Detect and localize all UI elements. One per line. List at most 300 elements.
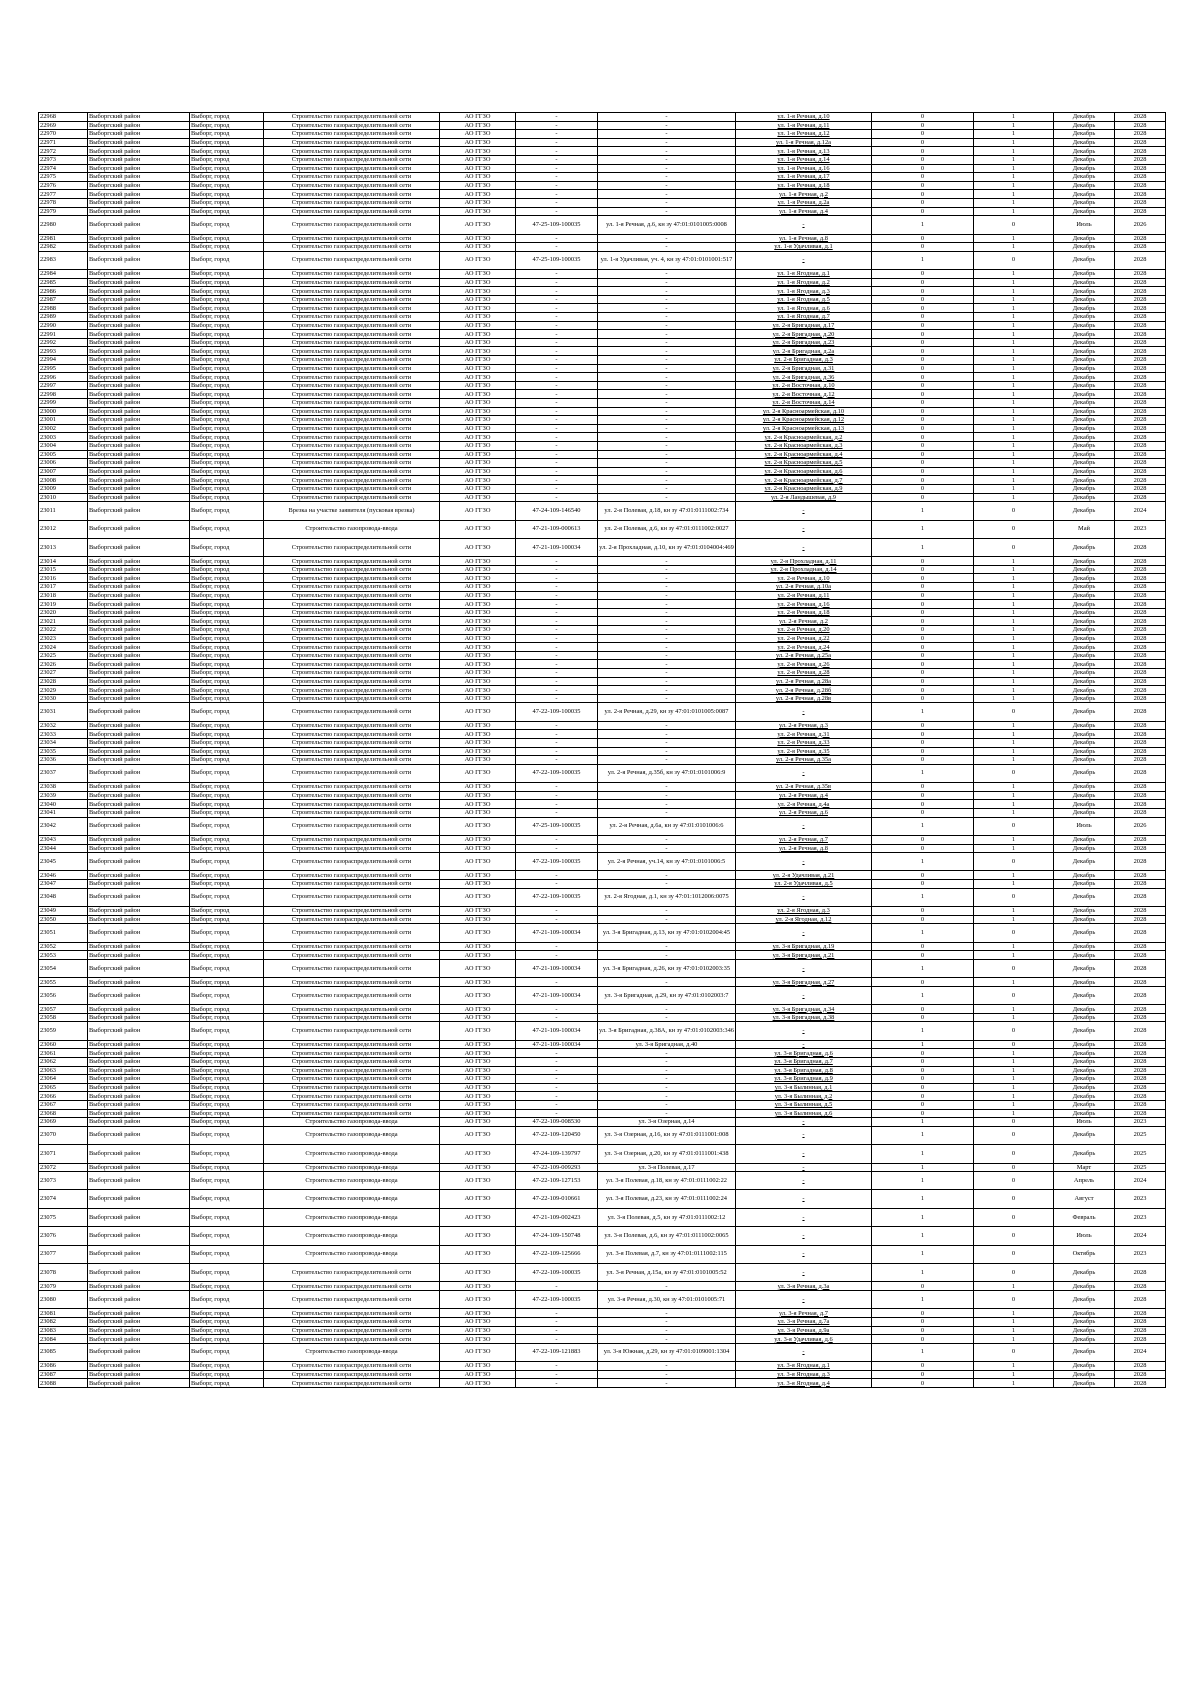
row-id-cell: 22969: [39, 121, 88, 130]
organization-cell: АО ГГЗО: [440, 216, 516, 234]
count-a-cell: 0: [872, 942, 974, 951]
city-cell: Выборг, город: [190, 1100, 264, 1109]
city-cell: Выборг, город: [190, 416, 264, 425]
month-cell: Декабрь: [1054, 574, 1115, 583]
month-cell: Декабрь: [1054, 1318, 1115, 1327]
cadastral-address-cell: ул. 1-я Речная, д.6, кн зу 47:01:0101005:0008: [598, 216, 736, 234]
count-a-cell: 0: [872, 677, 974, 686]
organization-cell: АО ГГЗО: [440, 321, 516, 330]
city-cell: Выборг, город: [190, 1092, 264, 1101]
count-a-cell: 0: [872, 626, 974, 635]
organization-cell: АО ГГЗО: [440, 356, 516, 365]
row-id-cell: 23061: [39, 1049, 88, 1058]
cadastral-address-cell: ул. 3-я Полевая, д.23, кн зу 47:01:0111002:24: [598, 1190, 736, 1208]
organization-cell: АО ГГЗО: [440, 660, 516, 669]
cadastral-address-cell: -: [598, 1066, 736, 1075]
count-b-cell: 0: [974, 1126, 1054, 1144]
count-b-cell: 1: [974, 660, 1054, 669]
table-row: [39, 1335, 1166, 1344]
object-address-cell: ул. 1-я Речная, д.2: [736, 190, 872, 199]
cadastral-address-cell: -: [598, 399, 736, 408]
city-cell: Выборг, город: [190, 978, 264, 987]
cadastral-address-cell: -: [598, 207, 736, 216]
count-b-cell: 1: [974, 565, 1054, 574]
application-number-cell: 47-25-109-100035: [516, 251, 598, 269]
month-cell: Декабрь: [1054, 147, 1115, 156]
row-id-cell: 23036: [39, 756, 88, 765]
row-id-cell: 23023: [39, 634, 88, 643]
table-row: [39, 1190, 1166, 1208]
cadastral-address-cell: -: [598, 1318, 736, 1327]
row-id-cell: 23017: [39, 583, 88, 592]
district-cell: Выборгский район: [88, 1309, 190, 1318]
count-b-cell: 1: [974, 338, 1054, 347]
object-address-cell: ул. 1-я Речная, д.11: [736, 121, 872, 130]
month-cell: Октябрь: [1054, 1245, 1115, 1263]
organization-cell: АО ГГЗО: [440, 978, 516, 987]
row-id-cell: 23070: [39, 1126, 88, 1144]
cadastral-address-cell: -: [598, 234, 736, 243]
count-b-cell: 1: [974, 626, 1054, 635]
object-address-cell: ул. 2-я Бригадная, д.31: [736, 364, 872, 373]
city-cell: Выборг, город: [190, 304, 264, 313]
cadastral-address-cell: -: [598, 800, 736, 809]
cadastral-address-cell: -: [598, 450, 736, 459]
month-cell: Декабрь: [1054, 313, 1115, 322]
object-address-cell: ул. 3-я Бригадная, д.7: [736, 1057, 872, 1066]
table-row: [39, 756, 1166, 765]
application-number-cell: -: [516, 1083, 598, 1092]
work-type-cell: Строительство газораспределительной сети: [264, 270, 440, 279]
district-cell: Выборгский район: [88, 557, 190, 566]
work-type-cell: Строительство газопровода-ввода: [264, 1145, 440, 1163]
organization-cell: АО ГГЗО: [440, 1118, 516, 1127]
city-cell: Выборг, город: [190, 871, 264, 880]
year-cell: 2028: [1115, 600, 1166, 609]
district-cell: Выборгский район: [88, 407, 190, 416]
city-cell: Выборг, город: [190, 484, 264, 493]
work-type-cell: Строительство газораспределительной сети: [264, 113, 440, 122]
table-row: [39, 888, 1166, 906]
year-cell: 2028: [1115, 347, 1166, 356]
application-number-cell: -: [516, 130, 598, 139]
district-cell: Выборгский район: [88, 278, 190, 287]
count-a-cell: 0: [872, 660, 974, 669]
application-number-cell: 47-24-109-146540: [516, 502, 598, 520]
count-b-cell: 1: [974, 313, 1054, 322]
organization-cell: АО ГГЗО: [440, 121, 516, 130]
count-a-cell: 0: [872, 1282, 974, 1291]
organization-cell: АО ГГЗО: [440, 138, 516, 147]
object-address-cell: -: [736, 1040, 872, 1049]
cadastral-address-cell: -: [598, 565, 736, 574]
district-cell: Выборгский район: [88, 338, 190, 347]
cadastral-address-cell: -: [598, 1309, 736, 1318]
city-cell: Выборг, город: [190, 330, 264, 339]
month-cell: Декабрь: [1054, 407, 1115, 416]
city-cell: Выборг, город: [190, 407, 264, 416]
month-cell: Декабрь: [1054, 942, 1115, 951]
month-cell: Март: [1054, 1163, 1115, 1172]
year-cell: 2028: [1115, 669, 1166, 678]
district-cell: Выборгский район: [88, 476, 190, 485]
count-a-cell: 0: [872, 416, 974, 425]
city-cell: Выборг, город: [190, 626, 264, 635]
row-id-cell: 23047: [39, 880, 88, 889]
organization-cell: АО ГГЗО: [440, 951, 516, 960]
month-cell: Декабрь: [1054, 617, 1115, 626]
table-row: [39, 1282, 1166, 1291]
table-row: [39, 1208, 1166, 1226]
year-cell: 2028: [1115, 147, 1166, 156]
connection-schedule-table: [38, 112, 1166, 1388]
work-type-cell: Строительство газораспределительной сети: [264, 121, 440, 130]
count-b-cell: 1: [974, 1013, 1054, 1022]
table-row: [39, 416, 1166, 425]
year-cell: 2028: [1115, 1092, 1166, 1101]
month-cell: Июль: [1054, 216, 1115, 234]
application-number-cell: -: [516, 173, 598, 182]
year-cell: 2028: [1115, 703, 1166, 721]
work-type-cell: Строительство газораспределительной сети: [264, 287, 440, 296]
object-address-cell: ул. 2-я Речная, д.22: [736, 634, 872, 643]
cadastral-address-cell: -: [598, 617, 736, 626]
count-a-cell: 0: [872, 1379, 974, 1388]
work-type-cell: Строительство газораспределительной сети: [264, 321, 440, 330]
table-row: [39, 783, 1166, 792]
count-a-cell: 0: [872, 321, 974, 330]
work-type-cell: Строительство газораспределительной сети: [264, 880, 440, 889]
cadastral-address-cell: ул. 2-я Речная, уч.14, кн зу 47:01:0101006:5: [598, 853, 736, 871]
object-address-cell: ул. 2-я Красноармейская, д.7: [736, 476, 872, 485]
district-cell: Выборгский район: [88, 234, 190, 243]
object-address-cell: ул. 2-я Красноармейская, д.12: [736, 416, 872, 425]
month-cell: Декабрь: [1054, 747, 1115, 756]
organization-cell: АО ГГЗО: [440, 880, 516, 889]
organization-cell: АО ГГЗО: [440, 721, 516, 730]
row-id-cell: 23043: [39, 835, 88, 844]
row-id-cell: 22996: [39, 373, 88, 382]
count-a-cell: 0: [872, 835, 974, 844]
year-cell: 2028: [1115, 313, 1166, 322]
organization-cell: АО ГГЗО: [440, 1066, 516, 1075]
organization-cell: АО ГГЗО: [440, 1282, 516, 1291]
count-b-cell: 1: [974, 557, 1054, 566]
month-cell: Декабрь: [1054, 764, 1115, 782]
count-a-cell: 0: [872, 295, 974, 304]
month-cell: Декабрь: [1054, 1066, 1115, 1075]
city-cell: Выборг, город: [190, 800, 264, 809]
count-a-cell: 0: [872, 181, 974, 190]
object-address-cell: ул. 2-я Ягодная, д.12: [736, 915, 872, 924]
city-cell: Выборг, город: [190, 600, 264, 609]
cadastral-address-cell: -: [598, 278, 736, 287]
month-cell: Декабрь: [1054, 880, 1115, 889]
organization-cell: АО ГГЗО: [440, 1100, 516, 1109]
work-type-cell: Строительство газораспределительной сети: [264, 783, 440, 792]
work-type-cell: Строительство газораспределительной сети: [264, 800, 440, 809]
row-id-cell: 23044: [39, 844, 88, 853]
work-type-cell: Строительство газораспределительной сети: [264, 853, 440, 871]
cadastral-address-cell: -: [598, 677, 736, 686]
row-id-cell: 22977: [39, 190, 88, 199]
cadastral-address-cell: -: [598, 338, 736, 347]
object-address-cell: ул. 2-я Красноармейская, д.9: [736, 484, 872, 493]
month-cell: Декабрь: [1054, 424, 1115, 433]
district-cell: Выборгский район: [88, 270, 190, 279]
object-address-cell: ул. 3-я Удачливая, д.6: [736, 1335, 872, 1344]
count-a-cell: 0: [872, 756, 974, 765]
city-cell: Выборг, город: [190, 703, 264, 721]
count-a-cell: 1: [872, 764, 974, 782]
table-row: [39, 608, 1166, 617]
row-id-cell: 22997: [39, 381, 88, 390]
row-id-cell: 23024: [39, 643, 88, 652]
month-cell: Декабрь: [1054, 660, 1115, 669]
row-id-cell: 23057: [39, 1005, 88, 1014]
year-cell: 2028: [1115, 207, 1166, 216]
table-row: [39, 600, 1166, 609]
cadastral-address-cell: -: [598, 600, 736, 609]
application-number-cell: -: [516, 756, 598, 765]
object-address-cell: -: [736, 1264, 872, 1282]
object-address-cell: ул. 3-я Ягодная, д.3: [736, 1370, 872, 1379]
count-b-cell: 0: [974, 1227, 1054, 1245]
application-number-cell: -: [516, 198, 598, 207]
work-type-cell: Строительство газораспределительной сети: [264, 356, 440, 365]
year-cell: 2028: [1115, 181, 1166, 190]
count-b-cell: 0: [974, 1264, 1054, 1282]
table-row: [39, 520, 1166, 538]
application-number-cell: 47-22-109-100035: [516, 1291, 598, 1309]
object-address-cell: ул. 2-я Красноармейская, д.5: [736, 459, 872, 468]
object-address-cell: ул. 2-я Речная, д.28: [736, 669, 872, 678]
organization-cell: АО ГГЗО: [440, 959, 516, 977]
organization-cell: АО ГГЗО: [440, 1005, 516, 1014]
organization-cell: АО ГГЗО: [440, 651, 516, 660]
month-cell: Декабрь: [1054, 130, 1115, 139]
count-a-cell: 0: [872, 234, 974, 243]
row-id-cell: 23012: [39, 520, 88, 538]
application-number-cell: -: [516, 1326, 598, 1335]
object-address-cell: ул. 2-я Красноармейская, д.4: [736, 450, 872, 459]
year-cell: 2028: [1115, 738, 1166, 747]
table-row: [39, 853, 1166, 871]
row-id-cell: 23038: [39, 783, 88, 792]
object-address-cell: ул. 2-я Речная, д.8: [736, 844, 872, 853]
month-cell: Декабрь: [1054, 330, 1115, 339]
city-cell: Выборг, город: [190, 113, 264, 122]
work-type-cell: Строительство газораспределительной сети: [264, 608, 440, 617]
row-id-cell: 23018: [39, 591, 88, 600]
year-cell: 2028: [1115, 764, 1166, 782]
cadastral-address-cell: -: [598, 951, 736, 960]
count-b-cell: 1: [974, 1309, 1054, 1318]
object-address-cell: ул. 3-я Ягодная, д.1: [736, 1362, 872, 1371]
year-cell: 2026: [1115, 216, 1166, 234]
city-cell: Выборг, город: [190, 173, 264, 182]
organization-cell: АО ГГЗО: [440, 459, 516, 468]
application-number-cell: 47-21-109-100034: [516, 538, 598, 556]
row-id-cell: 22981: [39, 234, 88, 243]
row-id-cell: 23021: [39, 617, 88, 626]
row-id-cell: 22998: [39, 390, 88, 399]
row-id-cell: 23075: [39, 1208, 88, 1226]
count-b-cell: 0: [974, 1022, 1054, 1040]
organization-cell: АО ГГЗО: [440, 617, 516, 626]
organization-cell: АО ГГЗО: [440, 694, 516, 703]
row-id-cell: 23049: [39, 907, 88, 916]
object-address-cell: ул. 1-я Речная, д.10: [736, 113, 872, 122]
city-cell: Выборг, город: [190, 313, 264, 322]
month-cell: Декабрь: [1054, 808, 1115, 817]
city-cell: Выборг, город: [190, 1379, 264, 1388]
table-row: [39, 441, 1166, 450]
year-cell: 2028: [1115, 1282, 1166, 1291]
object-address-cell: ул. 1-я Речная, д.12а: [736, 138, 872, 147]
count-b-cell: 0: [974, 1118, 1054, 1127]
month-cell: Декабрь: [1054, 270, 1115, 279]
application-number-cell: -: [516, 835, 598, 844]
table-row: [39, 321, 1166, 330]
count-b-cell: 1: [974, 173, 1054, 182]
year-cell: 2028: [1115, 942, 1166, 951]
organization-cell: АО ГГЗО: [440, 147, 516, 156]
row-id-cell: 23054: [39, 959, 88, 977]
table-row: [39, 651, 1166, 660]
table-row: [39, 1066, 1166, 1075]
month-cell: Декабрь: [1054, 1013, 1115, 1022]
year-cell: 2026: [1115, 817, 1166, 835]
cadastral-address-cell: -: [598, 373, 736, 382]
row-id-cell: 23065: [39, 1083, 88, 1092]
year-cell: 2023: [1115, 520, 1166, 538]
year-cell: 2028: [1115, 1066, 1166, 1075]
application-number-cell: -: [516, 113, 598, 122]
application-number-cell: -: [516, 574, 598, 583]
year-cell: 2024: [1115, 1172, 1166, 1190]
work-type-cell: Строительство газораспределительной сети: [264, 399, 440, 408]
city-cell: Выборг, город: [190, 1335, 264, 1344]
organization-cell: АО ГГЗО: [440, 190, 516, 199]
count-a-cell: 0: [872, 207, 974, 216]
table-row: [39, 164, 1166, 173]
cadastral-address-cell: ул. 2-я Полевая, д.6, кн зу 47:01:0111002:0027: [598, 520, 736, 538]
row-id-cell: 23011: [39, 502, 88, 520]
district-cell: Выборгский район: [88, 1100, 190, 1109]
table-row: [39, 287, 1166, 296]
count-b-cell: 0: [974, 817, 1054, 835]
organization-cell: АО ГГЗО: [440, 424, 516, 433]
work-type-cell: Строительство газораспределительной сети: [264, 634, 440, 643]
city-cell: Выборг, город: [190, 538, 264, 556]
count-a-cell: 1: [872, 1291, 974, 1309]
count-a-cell: 0: [872, 476, 974, 485]
application-number-cell: -: [516, 1075, 598, 1084]
table-row: [39, 270, 1166, 279]
table-row: [39, 694, 1166, 703]
table-row: [39, 407, 1166, 416]
row-id-cell: 22991: [39, 330, 88, 339]
cadastral-address-cell: -: [598, 313, 736, 322]
city-cell: Выборг, город: [190, 1118, 264, 1127]
organization-cell: АО ГГЗО: [440, 1245, 516, 1263]
table-row: [39, 1318, 1166, 1327]
object-address-cell: ул. 2-я Красноармейская, д.2: [736, 433, 872, 442]
organization-cell: АО ГГЗО: [440, 1013, 516, 1022]
district-cell: Выборгский район: [88, 1335, 190, 1344]
count-a-cell: 0: [872, 871, 974, 880]
month-cell: Декабрь: [1054, 738, 1115, 747]
district-cell: Выборгский район: [88, 1343, 190, 1361]
count-a-cell: 0: [872, 1309, 974, 1318]
year-cell: 2028: [1115, 190, 1166, 199]
count-a-cell: 0: [872, 484, 974, 493]
year-cell: 2028: [1115, 1013, 1166, 1022]
year-cell: 2028: [1115, 467, 1166, 476]
table-row: [39, 959, 1166, 977]
table-row: [39, 399, 1166, 408]
district-cell: Выборгский район: [88, 493, 190, 502]
object-address-cell: ул. 1-я Речная, д.8: [736, 234, 872, 243]
district-cell: Выборгский район: [88, 181, 190, 190]
table-row: [39, 295, 1166, 304]
year-cell: 2028: [1115, 450, 1166, 459]
district-cell: Выборгский район: [88, 198, 190, 207]
application-number-cell: -: [516, 721, 598, 730]
table-row: [39, 1005, 1166, 1014]
month-cell: Декабрь: [1054, 756, 1115, 765]
work-type-cell: Строительство газораспределительной сети: [264, 313, 440, 322]
table-row: [39, 356, 1166, 365]
object-address-cell: ул. 2-я Речная, д.2: [736, 617, 872, 626]
object-address-cell: ул. 1-я Речная, д.14: [736, 155, 872, 164]
year-cell: 2028: [1115, 634, 1166, 643]
district-cell: Выборгский район: [88, 959, 190, 977]
city-cell: Выборг, город: [190, 1370, 264, 1379]
year-cell: 2028: [1115, 747, 1166, 756]
district-cell: Выборгский район: [88, 399, 190, 408]
count-a-cell: 0: [872, 574, 974, 583]
cadastral-address-cell: -: [598, 1005, 736, 1014]
cadastral-address-cell: ул. 3-я Полевая, д.6, кн зу 47:01:0111002:0065: [598, 1227, 736, 1245]
application-number-cell: -: [516, 1013, 598, 1022]
object-address-cell: -: [736, 703, 872, 721]
count-b-cell: 1: [974, 270, 1054, 279]
month-cell: Декабрь: [1054, 121, 1115, 130]
year-cell: 2028: [1115, 278, 1166, 287]
count-a-cell: 0: [872, 738, 974, 747]
count-b-cell: 1: [974, 1282, 1054, 1291]
organization-cell: АО ГГЗО: [440, 924, 516, 942]
row-id-cell: 23079: [39, 1282, 88, 1291]
application-number-cell: -: [516, 450, 598, 459]
application-number-cell: -: [516, 808, 598, 817]
month-cell: Май: [1054, 520, 1115, 538]
count-b-cell: 1: [974, 295, 1054, 304]
table-row: [39, 1362, 1166, 1371]
district-cell: Выборгский район: [88, 467, 190, 476]
organization-cell: АО ГГЗО: [440, 130, 516, 139]
month-cell: Декабрь: [1054, 608, 1115, 617]
month-cell: Декабрь: [1054, 321, 1115, 330]
count-a-cell: 0: [872, 1075, 974, 1084]
object-address-cell: ул. 2-я Восточная, д.10: [736, 381, 872, 390]
work-type-cell: Строительство газораспределительной сети: [264, 147, 440, 156]
application-number-cell: -: [516, 476, 598, 485]
organization-cell: АО ГГЗО: [440, 1190, 516, 1208]
month-cell: Декабрь: [1054, 1022, 1115, 1040]
